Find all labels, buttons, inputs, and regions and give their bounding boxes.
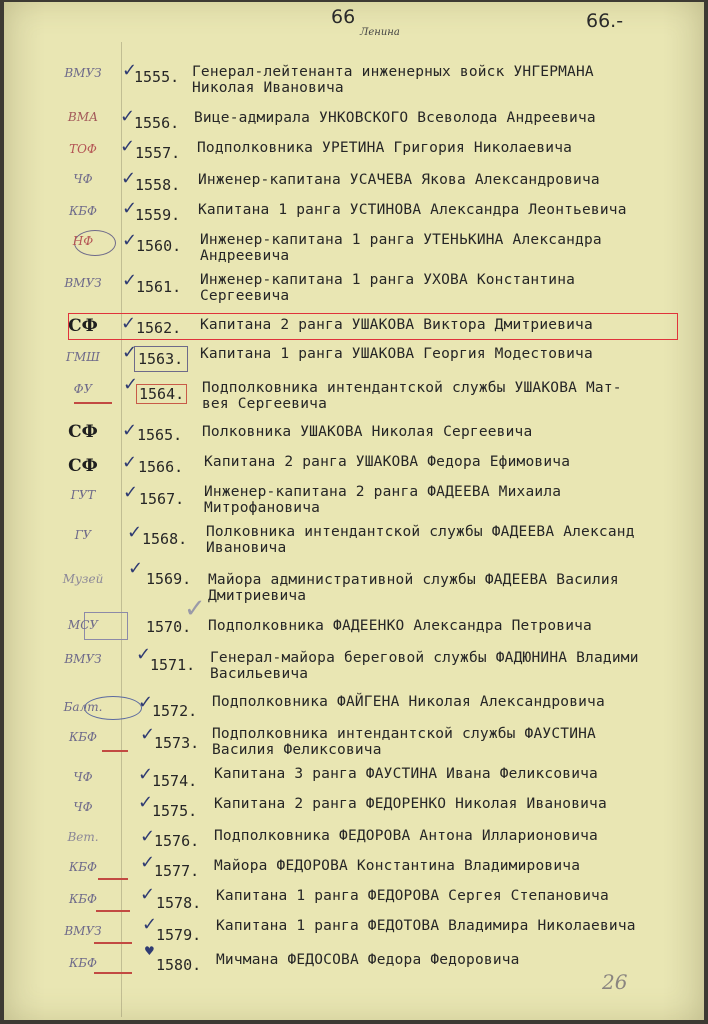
entry-text-cont: Митрофановича	[204, 500, 321, 516]
entry-number: 1574.	[152, 772, 198, 790]
check-mark-icon: ♥	[144, 944, 155, 958]
fleet-code: МСУ	[67, 618, 99, 632]
entry-number: 1558.	[135, 176, 181, 194]
check-mark-icon: ✓	[138, 792, 154, 813]
entry-1558	[4, 168, 704, 198]
entry-1574	[4, 764, 704, 794]
entry-number: 1567.	[139, 490, 185, 508]
entry-number: 1575.	[152, 802, 198, 820]
check-mark-icon: ✓	[140, 724, 156, 745]
entry-number: 1563.	[138, 350, 184, 368]
check-mark-icon: ✓	[122, 270, 138, 291]
check-mark-icon: ✓	[120, 106, 136, 127]
check-mark-icon: ✓	[122, 420, 138, 441]
entry-text: Инженер-капитана 2 ранга ФАДЕЕВА Михаила	[204, 484, 562, 500]
entry-1560	[4, 228, 704, 264]
entry-text: Капитана 1 ранга ФЕДОТОВА Владимира Николаевича	[216, 918, 636, 934]
entry-text: Майора административной службы ФАДЕЕВА Василия	[208, 572, 619, 588]
entry-text-cont: вея Сергеевича	[202, 396, 328, 412]
check-mark-icon: ✓	[138, 692, 154, 713]
check-mark-icon: ✓	[140, 884, 156, 905]
check-mark-icon: ✓	[136, 644, 152, 665]
entry-text-cont: Андреевича	[200, 248, 290, 264]
entry-text-cont: Василия Феликсовича	[212, 742, 382, 758]
entry-1564	[4, 374, 704, 412]
entry-number: 1569.	[146, 570, 192, 588]
entry-1556	[4, 108, 704, 138]
check-mark-icon: ✓	[122, 198, 138, 219]
entry-text-cont: Ивановича	[206, 540, 287, 556]
check-mark-icon: ✓	[122, 230, 138, 251]
check-mark-icon: ✓	[123, 482, 139, 503]
entry-1571	[4, 644, 704, 682]
entry-text: Капитана 1 ранга УШАКОВА Георгия Модестовича	[200, 346, 593, 362]
fleet-code: НФ	[72, 234, 94, 248]
entry-number: 1573.	[154, 734, 200, 752]
entry-text-cont: Васильевича	[210, 666, 309, 682]
entry-text: Подполковника интендантской службы УШАКОВА Мат-	[202, 380, 622, 396]
entry-number: 1559.	[135, 206, 181, 224]
entry-1578	[4, 886, 704, 916]
check-mark-icon: ✓	[120, 136, 136, 157]
fleet-code: ТОФ	[69, 142, 97, 156]
entry-1557	[4, 138, 704, 168]
entry-1561	[4, 268, 704, 304]
red-underline	[102, 750, 128, 752]
check-mark-icon: ✓	[122, 342, 138, 363]
fleet-code: КБФ	[68, 892, 98, 906]
entry-number: 1564.	[136, 384, 187, 404]
entry-number: 1556.	[134, 114, 180, 132]
check-mark-icon: ✓	[142, 914, 158, 935]
entry-number: 1572.	[152, 702, 198, 720]
fleet-code: ГМШ	[66, 350, 100, 364]
entry-1577	[4, 852, 704, 886]
check-mark-icon: ✓	[128, 558, 144, 579]
fleet-code: ЧФ	[73, 800, 93, 814]
entry-number: 1565.	[137, 426, 183, 444]
entry-text-cont: Дмитриевича	[208, 588, 307, 604]
entry-text: Инженер-капитана УСАЧЕВА Якова Александровича	[198, 172, 600, 188]
entry-1573	[4, 724, 704, 758]
entry-1565	[4, 420, 704, 450]
fleet-code: КБФ	[68, 860, 98, 874]
entry-text: Генерал-лейтенанта инженерных войск УНГЕРМАНА	[192, 64, 594, 80]
entry-number: 1560.	[136, 237, 182, 255]
page-number-typed: 66.-	[586, 10, 624, 32]
entry-text: Капитана 2 ранга УШАКОВА Федора Ефимовича	[204, 454, 571, 470]
red-underline	[94, 942, 132, 944]
fleet-code: ВМУЗ	[64, 276, 102, 290]
check-mark-icon: ✓	[184, 594, 206, 624]
entry-1575	[4, 794, 704, 824]
entry-number: 1555.	[134, 68, 180, 86]
highlight-box	[68, 313, 678, 340]
fleet-code: ВМУЗ	[64, 66, 102, 80]
entry-1576	[4, 826, 704, 856]
fleet-code: ВМУЗ	[64, 652, 102, 666]
fleet-code: СФ	[68, 456, 98, 476]
entry-1569	[4, 558, 704, 604]
entry-text: Полковника интендантской службы ФАДЕЕВА Александ	[206, 524, 635, 540]
check-mark-icon: ✓	[138, 764, 154, 785]
page-number-handwritten: 66	[331, 6, 356, 28]
entry-number: 1568.	[142, 530, 188, 548]
check-mark-icon: ✓	[122, 452, 138, 473]
entry-number: 1566.	[138, 458, 184, 476]
fleet-code: Музей	[62, 572, 104, 586]
entry-text: Подполковника УРЕТИНА Григория Николаевича	[197, 140, 573, 156]
check-mark-icon: ✓	[122, 60, 138, 81]
entry-1579	[4, 916, 704, 946]
entry-text: Инженер-капитана 1 ранга УТЕНЬКИНА Александра	[200, 232, 602, 248]
red-underline	[96, 910, 130, 912]
fleet-code: Вет.	[67, 830, 99, 844]
entry-number: 1562.	[136, 319, 182, 337]
entry-text-cont: Сергеевича	[200, 288, 290, 304]
entry-text: Подполковника интендантской службы ФАУСТИНА	[212, 726, 596, 742]
fleet-code: ФУ	[73, 382, 93, 396]
entry-text: Капитана 1 ранга ФЕДОРОВА Сергея Степановича	[216, 888, 609, 904]
entry-1580	[4, 944, 704, 978]
fleet-code: СФ	[68, 422, 98, 442]
check-mark-icon: ✓	[127, 522, 143, 543]
header-stamp-word: Ленина	[360, 27, 400, 38]
fleet-code: ВМА	[67, 110, 99, 124]
entry-1568	[4, 522, 704, 556]
entry-text: Капитана 1 ранга УСТИНОВА Александра Леонтьевича	[198, 202, 627, 218]
entry-number: 1577.	[154, 862, 200, 880]
fleet-code: ГУТ	[70, 488, 96, 502]
entry-number: 1557.	[135, 144, 181, 162]
entry-text-cont: Николая Ивановича	[192, 80, 344, 96]
entry-number: 1570.	[146, 618, 192, 636]
entry-text: Капитана 2 ранга УШАКОВА Виктора Дмитриевича	[200, 317, 593, 333]
entry-number: 1578.	[156, 894, 202, 912]
red-underline	[74, 402, 112, 404]
entry-number: 1579.	[156, 926, 202, 944]
entry-text: Капитана 2 ранга ФЕДОРЕНКО Николая Ивановича	[214, 796, 607, 812]
fleet-code: ЧФ	[73, 172, 93, 186]
fleet-code: ЧФ	[73, 770, 93, 784]
fleet-code: КБФ	[68, 204, 98, 218]
document-page	[4, 2, 704, 1020]
fleet-code: ВМУЗ	[64, 924, 102, 938]
entry-text: Майора ФЕДОРОВА Константина Владимировича	[214, 858, 581, 874]
entry-1563	[4, 344, 704, 374]
fleet-code: КБФ	[68, 956, 98, 970]
red-underline	[98, 878, 128, 880]
check-mark-icon: ✓	[121, 168, 137, 189]
entry-number: 1571.	[150, 656, 196, 674]
entry-text: Подполковника ФАДЕЕНКО Александра Петровича	[208, 618, 592, 634]
check-mark-icon: ✓	[121, 313, 137, 334]
check-mark-icon: ✓	[123, 374, 139, 395]
fleet-code: СФ	[68, 316, 98, 336]
fleet-code: Балт.	[63, 700, 103, 714]
check-mark-icon: ✓	[140, 852, 156, 873]
fleet-code: КБФ	[68, 730, 98, 744]
entry-text: Подполковника ФАЙГЕНА Николая Александровича	[212, 694, 605, 710]
entry-number: 1561.	[136, 278, 182, 296]
entry-1559	[4, 198, 704, 228]
handwritten-sheet-number: 26	[602, 970, 628, 994]
fleet-code: ГУ	[74, 528, 92, 542]
entry-1566	[4, 452, 704, 482]
entry-text: Мичмана ФЕДОСОВА Федора Федоровича	[216, 952, 520, 968]
entry-1572	[4, 692, 704, 722]
check-mark-icon: ✓	[140, 826, 156, 847]
entry-text: Подполковника ФЕДОРОВА Антона Илларионовича	[214, 828, 598, 844]
entry-1555	[4, 60, 704, 96]
entry-number: 1580.	[156, 956, 202, 974]
entry-number: 1576.	[154, 832, 200, 850]
entry-text: Полковника УШАКОВА Николая Сергеевича	[202, 424, 533, 440]
red-underline	[94, 972, 132, 974]
entry-text: Капитана 3 ранга ФАУСТИНА Ивана Феликсовича	[214, 766, 598, 782]
entry-text: Вице-адмирала УНКОВСКОГО Всеволода Андреевича	[194, 110, 596, 126]
entry-1567	[4, 482, 704, 516]
entry-text: Инженер-капитана 1 ранга УХОВА Константина	[200, 272, 576, 288]
entry-text: Генерал-майора береговой службы ФАДЮНИНА Владими	[210, 650, 639, 666]
